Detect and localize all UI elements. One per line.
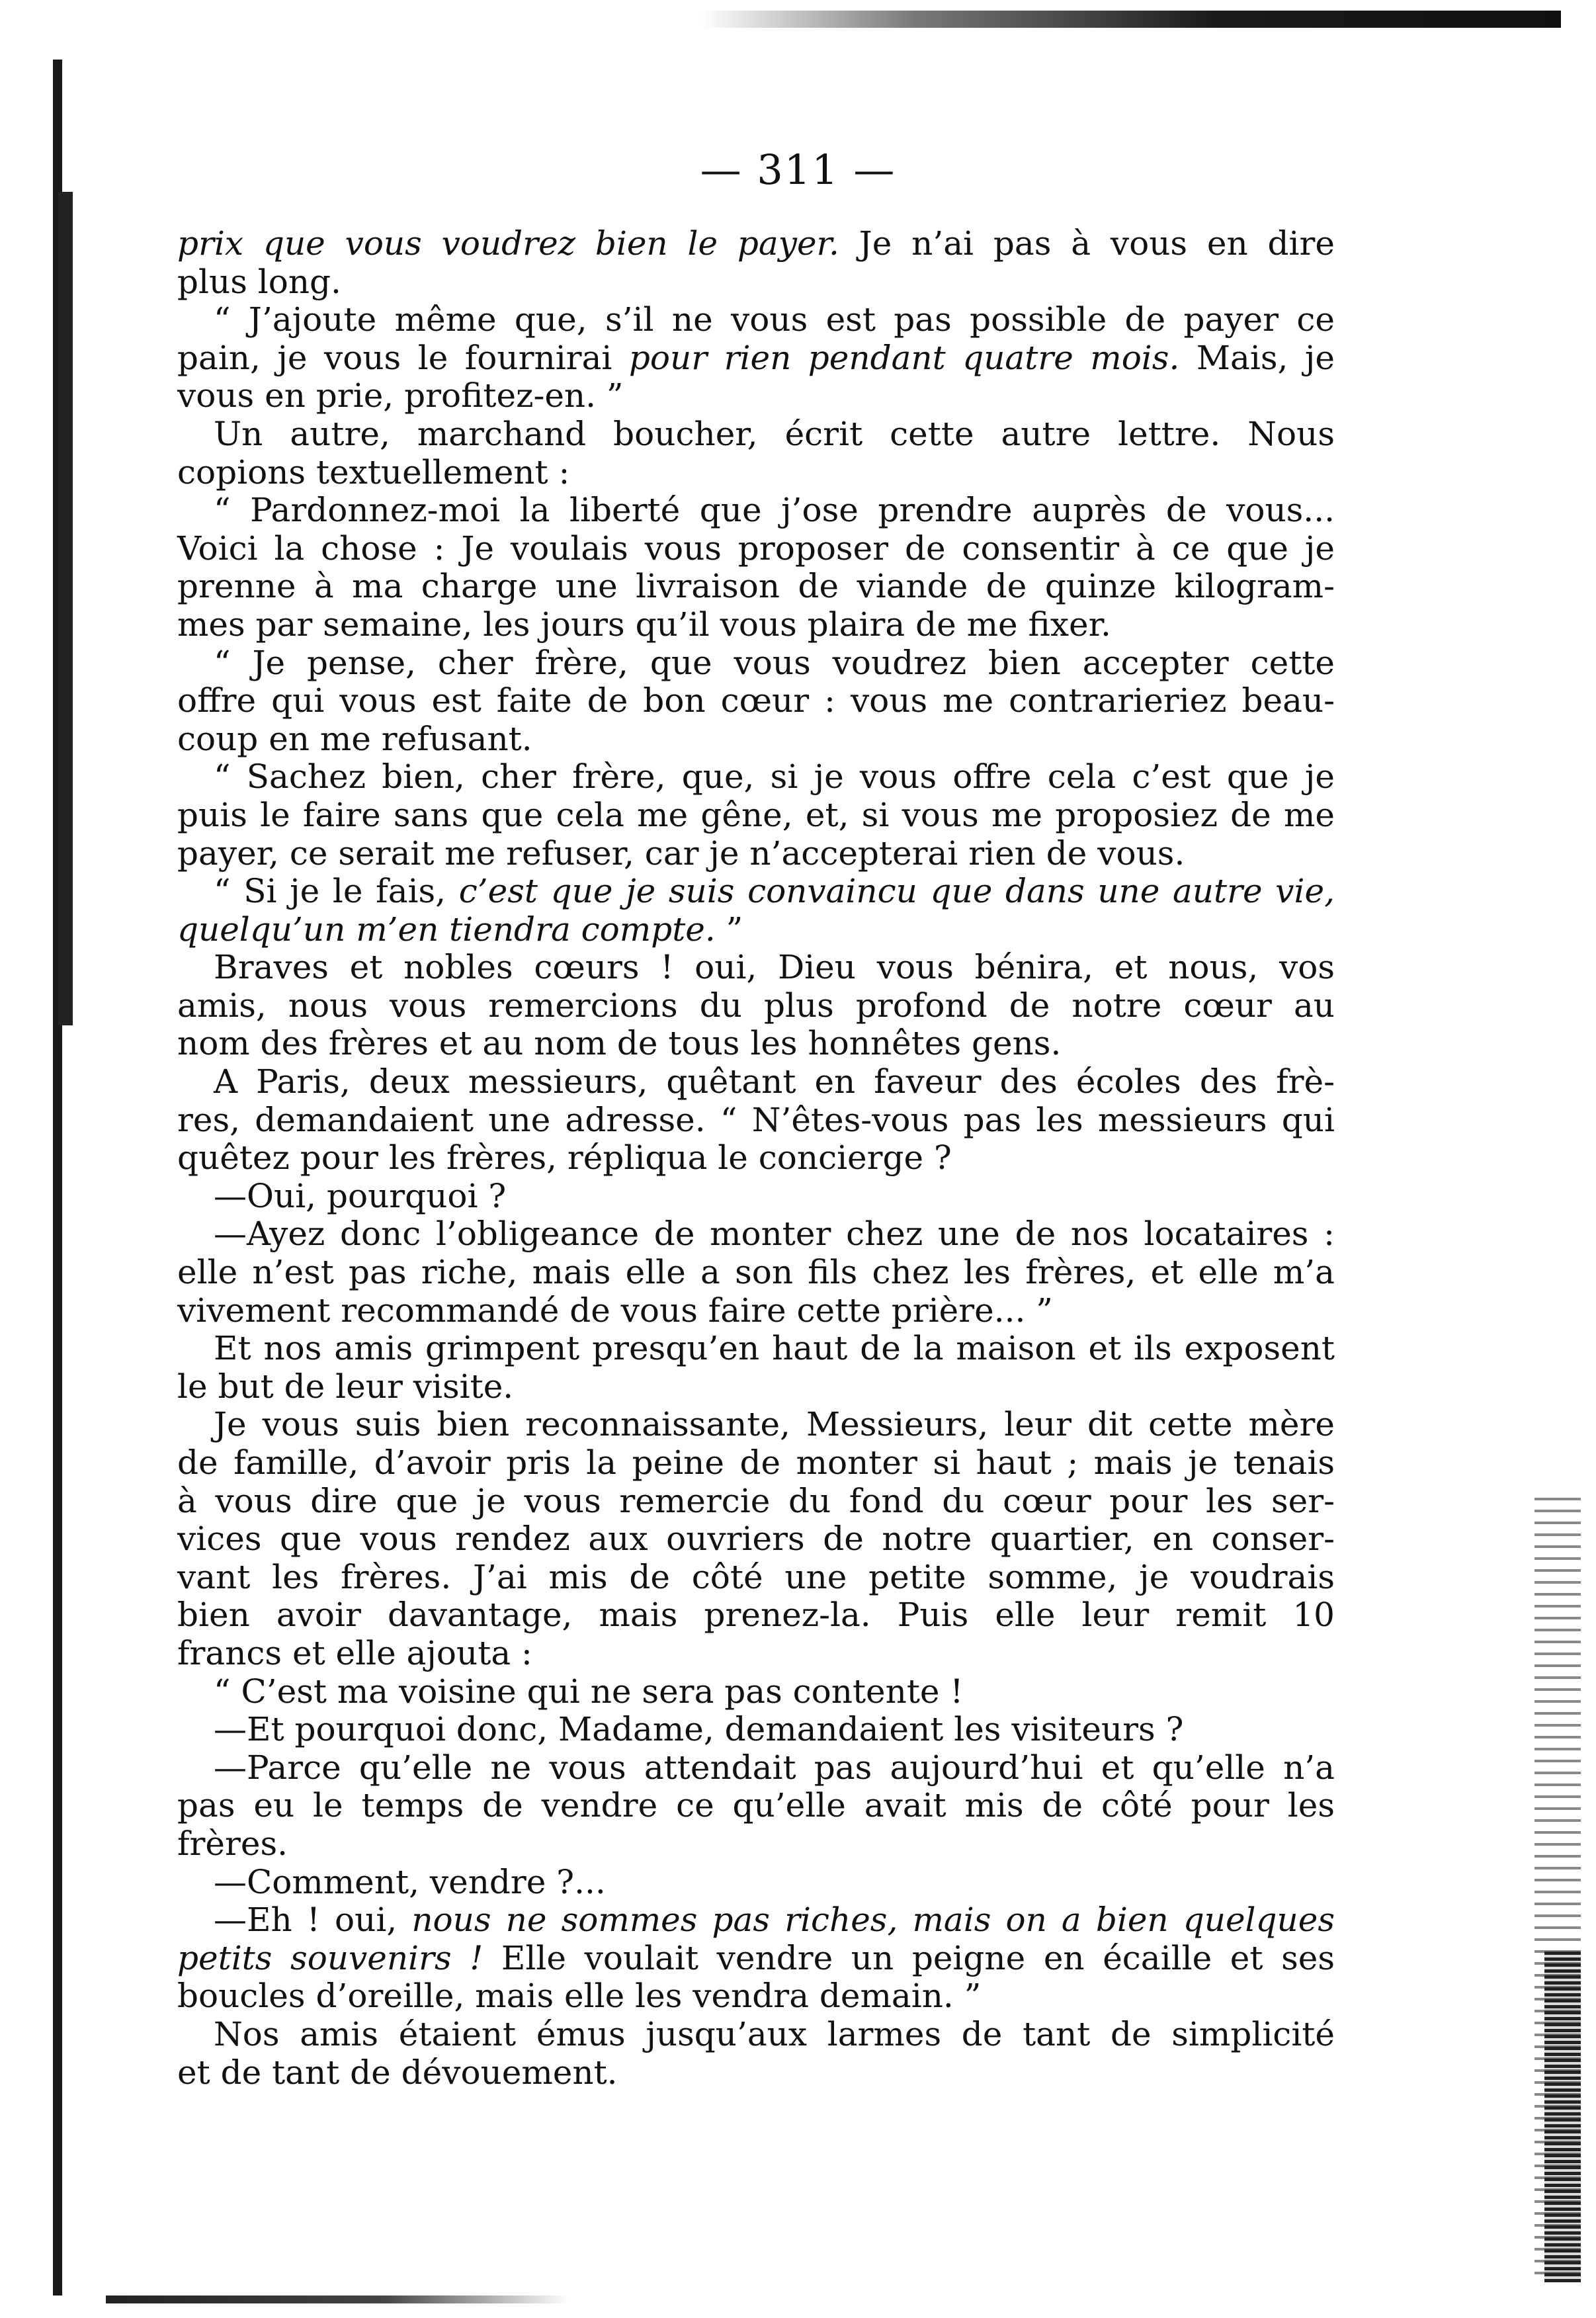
text-line bbox=[177, 949, 1335, 987]
text-line bbox=[177, 835, 1335, 873]
text-segment: “ C’est ma voisine qui ne sera pas contente ! bbox=[214, 1672, 964, 1711]
text-segment: le but de leur visite. bbox=[177, 1367, 514, 1406]
text-segment: payer, ce serait me refuser, car je n’accepterai rien de vous. bbox=[177, 834, 1185, 873]
text-segment: mes par semaine, les jours qu’il vous plaira de me fixer. bbox=[177, 605, 1111, 644]
text-segment: “ Pardonnez-moi la liberté que j’ose prendre auprès de vous... bbox=[214, 491, 1335, 530]
text-segment: nom des frères et au nom de tous les honnêtes gens. bbox=[177, 1024, 1062, 1063]
text-line bbox=[177, 1977, 1335, 2016]
text-line bbox=[177, 1178, 1335, 1216]
text-line bbox=[177, 1825, 1335, 1864]
text-segment: vivement recommandé de vous faire cette prière... ” bbox=[177, 1291, 1053, 1330]
text-line bbox=[177, 720, 1335, 759]
text-segment: bien avoir davantage, mais prenez-la. Puis elle leur remit 10 bbox=[177, 1596, 1335, 1635]
text-line bbox=[177, 1559, 1335, 1597]
text-segment: vous en prie, profitez-en. ” bbox=[177, 376, 624, 415]
text-segment: Et nos amis grimpent presqu’en haut de la maison et ils exposent bbox=[214, 1329, 1335, 1368]
text-line bbox=[177, 1635, 1335, 1673]
text-segment: —Parce qu’elle ne vous attendait pas aujourd’hui et qu’elle n’a bbox=[214, 1748, 1335, 1787]
text-line bbox=[177, 2054, 1335, 2092]
text-segment: Je n’ai pas à vous en dire bbox=[839, 224, 1335, 263]
text-line bbox=[177, 1215, 1335, 1254]
text-line bbox=[177, 1139, 1335, 1178]
text-line bbox=[177, 911, 1335, 949]
text-line bbox=[177, 415, 1335, 454]
text-segment: vices que vous rendez aux ouvriers de notre quartier, en conser- bbox=[177, 1520, 1335, 1559]
text-segment: pain, je vous le fournirai bbox=[177, 338, 629, 377]
italic-text-segment: petits souvenirs ! bbox=[177, 1938, 483, 1977]
text-segment: —Ayez donc l’obligeance de monter chez une de nos locataires : bbox=[214, 1215, 1335, 1254]
text-line bbox=[177, 1444, 1335, 1482]
italic-text-segment: pour rien pendant quatre mois. bbox=[628, 338, 1180, 377]
text-line bbox=[177, 301, 1335, 339]
text-segment: boucles d’oreille, mais elle les vendra demain. ” bbox=[177, 1977, 982, 2016]
text-line bbox=[177, 1406, 1335, 1444]
text-segment: Elle voulait vendre un peigne en écaille et ses bbox=[483, 1938, 1335, 1977]
text-segment: A Paris, deux messieurs, quêtant en faveur des écoles des frè- bbox=[214, 1062, 1335, 1101]
text-line bbox=[177, 1520, 1335, 1559]
text-segment: pas eu le temps de vendre ce qu’elle avait mis de côté pour les bbox=[177, 1786, 1335, 1825]
scan-edge-right-dense bbox=[1544, 1952, 1581, 2282]
text-line bbox=[177, 1749, 1335, 1787]
text-segment: —Eh ! oui, bbox=[214, 1901, 412, 1940]
text-segment: Je vous suis bien reconnaissante, Messieurs, leur dit cette mère bbox=[214, 1405, 1335, 1444]
text-line bbox=[177, 1711, 1335, 1749]
text-segment: quêtez pour les frères, répliqua le concierge ? bbox=[177, 1138, 952, 1178]
scan-edge-top bbox=[701, 11, 1561, 28]
text-segment: amis, nous vous remercions du plus profond de notre cœur au bbox=[177, 986, 1335, 1025]
text-line bbox=[177, 1025, 1335, 1063]
scan-edge-left-thick bbox=[58, 192, 73, 1025]
text-line bbox=[177, 758, 1335, 796]
text-line bbox=[177, 454, 1335, 492]
text-line bbox=[177, 1787, 1335, 1825]
text-segment: ” bbox=[715, 910, 743, 949]
text-line bbox=[177, 1482, 1335, 1521]
italic-text-segment: nous ne sommes pas riches, mais on a bien quelques bbox=[411, 1901, 1335, 1940]
text-line bbox=[177, 225, 1335, 263]
text-line bbox=[177, 1368, 1335, 1406]
text-segment: —Comment, vendre ?... bbox=[214, 1862, 606, 1901]
text-segment: res, demandaient une adresse. “ N’êtes-vous pas les messieurs qui bbox=[177, 1100, 1335, 1139]
italic-text-segment: quelqu’un m’en tiendra compte. bbox=[177, 910, 716, 949]
text-segment: “ Je pense, cher frère, que vous voudrez bien accepter cette bbox=[214, 643, 1335, 682]
text-segment: “ Sachez bien, cher frère, que, si je vous offre cela c’est que je bbox=[214, 757, 1335, 796]
text-line bbox=[177, 377, 1335, 415]
text-segment: coup en me refusant. bbox=[177, 719, 532, 758]
body-text bbox=[177, 225, 1335, 2092]
text-line bbox=[177, 873, 1335, 911]
text-line bbox=[177, 682, 1335, 720]
text-segment: francs et elle ajouta : bbox=[177, 1633, 532, 1672]
italic-text-segment: c’est que je suis convaincu que dans une autre vie, bbox=[458, 872, 1335, 911]
text-line bbox=[177, 530, 1335, 568]
text-line bbox=[177, 263, 1335, 302]
text-segment: “ J’ajoute même que, s’il ne vous est pas possible de payer ce bbox=[214, 300, 1335, 339]
text-segment: “ Si je le fais, bbox=[214, 872, 459, 911]
text-line bbox=[177, 1940, 1335, 1978]
text-segment: et de tant de dévouement. bbox=[177, 2053, 618, 2092]
text-segment: prenne à ma charge une livraison de viande de quinze kilogram- bbox=[177, 567, 1335, 606]
text-segment: de famille, d’avoir pris la peine de monter si haut ; mais je tenais bbox=[177, 1443, 1335, 1482]
text-segment: vant les frères. J’ai mis de côté une petite somme, je voudrais bbox=[177, 1557, 1335, 1596]
text-line bbox=[177, 2016, 1335, 2054]
italic-text-segment: prix que vous voudrez bien le payer. bbox=[177, 224, 839, 263]
text-line bbox=[177, 1254, 1335, 1292]
text-segment: puis le faire sans que cela me gêne, et, si vous me proposiez de me bbox=[177, 795, 1335, 834]
text-line bbox=[177, 1673, 1335, 1711]
text-line bbox=[177, 606, 1335, 644]
text-line bbox=[177, 492, 1335, 530]
text-segment: frères. bbox=[177, 1824, 288, 1863]
text-line bbox=[177, 568, 1335, 606]
text-line bbox=[177, 1330, 1335, 1368]
text-line bbox=[177, 1063, 1335, 1101]
text-line bbox=[177, 1292, 1335, 1330]
text-line bbox=[177, 1596, 1335, 1635]
text-line bbox=[177, 796, 1335, 835]
text-segment: offre qui vous est faite de bon cœur : vous me contrarieriez beau- bbox=[177, 681, 1335, 720]
text-line bbox=[177, 1101, 1335, 1140]
text-segment: —Et pourquoi donc, Madame, demandaient les visiteurs ? bbox=[214, 1710, 1184, 1749]
text-segment: Mais, je bbox=[1179, 338, 1335, 377]
text-segment: Braves et nobles cœurs ! oui, Dieu vous bénira, et nous, vos bbox=[214, 948, 1335, 987]
text-segment: Nos amis étaient émus jusqu’aux larmes de tant de simplicité bbox=[214, 2014, 1335, 2053]
text-segment: copions textuellement : bbox=[177, 452, 570, 492]
text-segment: —Oui, pourquoi ? bbox=[214, 1176, 507, 1215]
text-segment: Un autre, marchand boucher, écrit cette autre lettre. Nous bbox=[214, 414, 1335, 453]
text-segment: plus long. bbox=[177, 262, 341, 301]
text-segment: elle n’est pas riche, mais elle a son fils chez les frères, et elle m’a bbox=[177, 1253, 1335, 1292]
text-line bbox=[177, 987, 1335, 1025]
text-segment: à vous dire que je vous remercie du fond du cœur pour les ser- bbox=[177, 1481, 1335, 1520]
page-number: — 311 — bbox=[700, 146, 896, 194]
text-segment: Voici la chose : Je voulais vous proposer de consentir à ce que je bbox=[177, 529, 1335, 568]
text-line bbox=[177, 1901, 1335, 1940]
text-line bbox=[177, 644, 1335, 683]
scan-edge-bottom bbox=[106, 2296, 569, 2303]
text-line bbox=[177, 1864, 1335, 1902]
text-line bbox=[177, 339, 1335, 378]
